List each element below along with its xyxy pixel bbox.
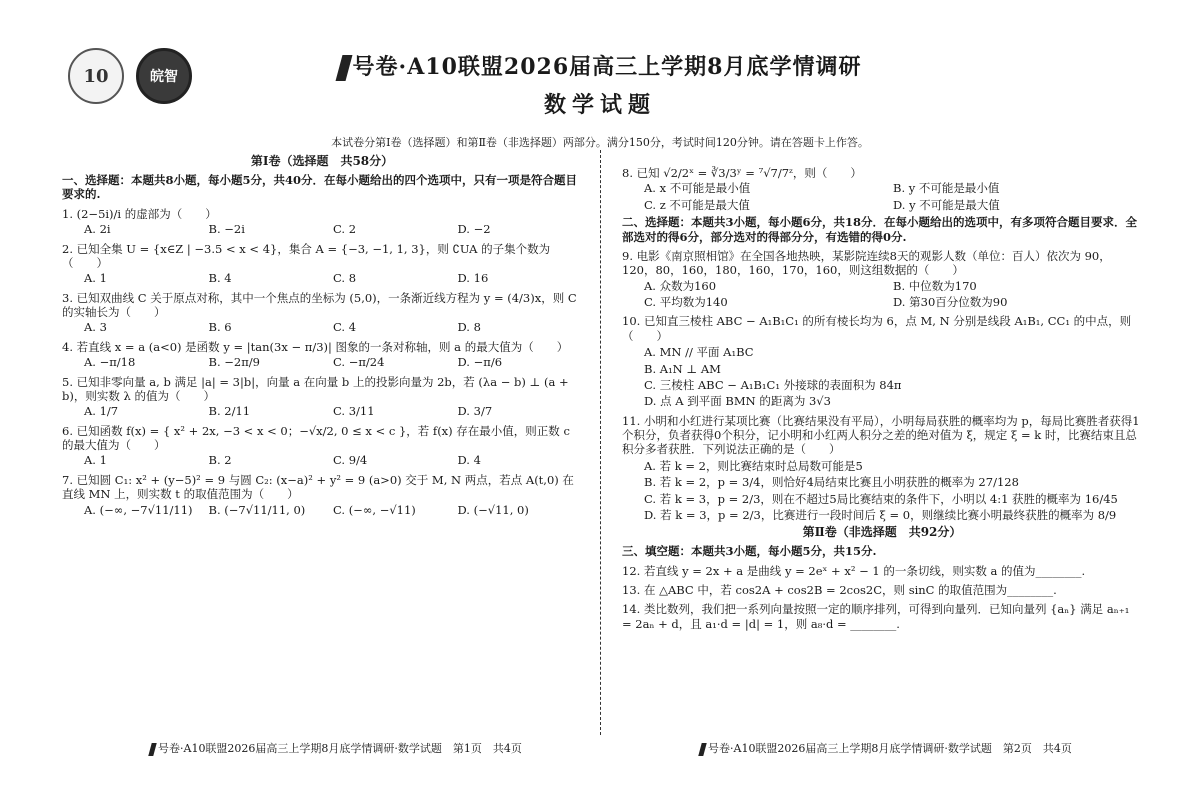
question-9-options (644, 279, 1142, 310)
option: D. 第30百分位数为90 (893, 295, 1008, 309)
option: B. −2π/9 (208, 355, 260, 370)
brush-logo-icon (148, 743, 156, 756)
option: B. A₁N ⊥ AM (644, 361, 721, 376)
option: A. (−∞, −7√11/11) (84, 502, 193, 517)
question-11-options (644, 459, 1142, 523)
question-4: 4. 若直线 x = a (a<0) 是函数 y = |tan(3x − π/3)| 图象的一条对称轴，则 a 的最大值为（ ） (62, 339, 569, 354)
option: D. −π/6 (457, 355, 503, 370)
option: A. 1 (84, 271, 107, 286)
section-1-title: 第Ⅰ卷（选择题 共58分） (250, 154, 394, 168)
left-column (62, 152, 582, 520)
question-7-options (84, 503, 582, 517)
option: A. 2i (84, 222, 111, 237)
wanzhi-education-logo: 皖智 (136, 48, 192, 104)
option: B. 2 (208, 453, 232, 468)
brush-logo-icon (698, 743, 706, 756)
option: A. 众数为160 (644, 278, 717, 293)
question-6: 6. 已知函数 f(x) = { x² + 2x, −3 < x < 0；−√x/2, 0 ≤ x < c }，若 f(x) 存在最小值，则正数 c 的最大值为（ ） (62, 423, 570, 452)
footer-page-1 (150, 740, 522, 756)
question-3-options (84, 320, 582, 334)
brand-name: 号卷· (352, 54, 408, 80)
option: D. 16 (457, 271, 489, 286)
option: B. −2i (208, 222, 245, 237)
option: C. 4 (333, 320, 357, 335)
right-column (622, 152, 1142, 632)
footer-text: 号卷·A10联盟2026届高三上学期8月底学情调研·数学试题 第2页 共4页 (708, 742, 1072, 755)
question-10: 10. 已知直三棱柱 ABC − A₁B₁C₁ 的所有棱长均为 6，点 M, N 分别是线段 A₁B₁, CC₁ 的中点，则（ ） (622, 314, 1132, 343)
exam-subtitle: 数学试题 (543, 92, 656, 118)
exam-instructions: 本试卷分第Ⅰ卷（选择题）和第Ⅱ卷（非选择题）两部分。满分150分，考试时间120分钟。请在答题卡上作答。 (331, 136, 869, 149)
question-1: 1. (2−5i)/i 的虚部为（ ） (62, 206, 217, 221)
option: A. MN // 平面 A₁BC (644, 345, 754, 360)
option: B. 若 k = 2，p = 3/4，则恰好4局结束比赛且小明获胜的概率为 27/128 (644, 475, 1019, 490)
option: C. 三棱柱 ABC − A₁B₁C₁ 外接球的表面积为 84π (644, 377, 902, 392)
question-4-options (84, 355, 582, 369)
question-10-options (644, 345, 1142, 409)
option: C. (−∞, −√11) (333, 502, 416, 517)
option: B. 2/11 (208, 404, 251, 419)
option: B. (−7√11/11, 0) (208, 502, 306, 517)
option: D. 8 (457, 320, 481, 335)
option: D. (−√11, 0) (457, 502, 529, 517)
question-8-options (644, 181, 1142, 212)
question-3: 3. 已知双曲线 C 关于原点对称，其中一个焦点的坐标为 (5,0)，一条渐近线方程为 y = (4/3)x，则 C 的实轴长为（ ） (62, 290, 577, 319)
part-1-instructions: 一、选择题：本题共8小题，每小题5分，共40分．在每小题给出的四个选项中，只有一项是符合题目要求的. (62, 173, 578, 202)
question-8: 8. 已知 √2/2ˣ = ∛3/3ʸ = ⁷√7/7ᶻ，则（ ） (622, 166, 862, 180)
option: C. 8 (333, 271, 357, 286)
option: C. 平均数为140 (644, 295, 728, 309)
option: A. 若 k = 2，则比赛结束时总局数可能是5 (644, 458, 863, 473)
option: A. −π/18 (84, 355, 136, 370)
option: D. −2 (457, 222, 491, 237)
option: D. 3/7 (457, 404, 493, 419)
column-divider (600, 150, 601, 735)
option: D. 4 (457, 453, 481, 468)
option: A. 1 (84, 453, 107, 468)
option: B. 6 (208, 320, 232, 335)
option: A. x 不可能是最小值 (644, 181, 751, 196)
option: D. 若 k = 3，p = 2/3，比赛进行一段时间后 ξ = 0，则继续比赛小明最终获胜的概率为 8/9 (644, 507, 1117, 522)
question-5-options (84, 404, 582, 418)
option: C. 3/11 (333, 404, 375, 419)
question-1-options (84, 222, 582, 236)
section-2-title: 第Ⅱ卷（非选择题 共92分） (802, 525, 962, 540)
alliance-seal-logo: 10 (68, 48, 124, 104)
option: D. y 不可能是最大值 (893, 197, 1000, 212)
option: C. 2 (333, 222, 357, 237)
question-12: 12. 若直线 y = 2x + a 是曲线 y = 2eˣ + x² − 1 的一条切线，则实数 a 的值为________. (622, 563, 1086, 578)
footer-page-2 (700, 740, 1072, 756)
option: B. 4 (208, 271, 232, 286)
brush-logo-icon (335, 55, 352, 81)
option: A. 3 (84, 320, 107, 335)
part-2-instructions: 二、选择题：本题共3小题，每小题6分，共18分．在每小题给出的选项中，有多项符合题目要求．全部选对的得6分，部分选对的得部分分，有选错的得0分. (622, 215, 1138, 244)
question-13: 13. 在 △ABC 中，若 cos2A + cos2B = 2cos2C，则 sinC 的取值范围为________. (622, 583, 1057, 597)
exam-title (0, 50, 1200, 81)
exam-title-text: A10联盟2026届高三上学期8月底学情调研 (407, 54, 862, 80)
option: B. y 不可能是最小值 (893, 181, 1000, 196)
question-2-options (84, 271, 582, 285)
part-3-instructions: 三、填空题：本题共3小题，每小题5分，共15分. (622, 544, 877, 559)
option: B. 中位数为170 (893, 278, 977, 293)
option: A. 1/7 (84, 404, 119, 419)
question-2: 2. 已知全集 U = {x∈Z | −3.5 < x < 4}，集合 A = {−3, −1, 1, 3}，则 ∁UA 的子集个数为（ ） (62, 241, 551, 270)
option: C. 若 k = 3，p = 2/3，则在不超过5局比赛结束的条件下，小明以 4:1 获胜的概率为 16/45 (644, 491, 1118, 506)
question-9: 9. 电影《南京照相馆》在全国各地热映，某影院连续8天的观影人数（单位：百人）依次为 90，120，80，160，180，160，170，160，则这组数据的（ ） (622, 248, 1111, 278)
footer-text: 号卷·A10联盟2026届高三上学期8月底学情调研·数学试题 第1页 共4页 (158, 742, 522, 755)
question-7: 7. 已知圆 C₁: x² + (y−5)² = 9 与圆 C₂: (x−a)² + y² = 9 (a>0) 交于 M, N 两点，若点 A(t,0) 在直线 MN 上，则实数 t 的取值范围为（ ） (62, 472, 574, 502)
option: C. −π/24 (333, 355, 385, 370)
option: C. 9/4 (333, 453, 368, 468)
option: C. z 不可能是最大值 (644, 197, 750, 212)
option: D. 点 A 到平面 BMN 的距离为 3√3 (644, 394, 831, 409)
question-11: 11. 小明和小红进行某项比赛（比赛结果没有平局），小明每局获胜的概率均为 p，每局比赛胜者获得1个积分，负者获得0个积分，记小明和小红两人积分之差的绝对值为 ξ，规定 ξ = k 时，比赛结束且总积分多者获胜．下列说法正确的是（ ） (622, 413, 1140, 457)
question-14: 14. 类比数列，我们把一系列向量按照一定的顺序排列，可得到向量列．已知向量列 {aₙ} 满足 aₙ₊₁ = 2aₙ + d，且 a₁·d = |d| = 1，则 a₈·d = ________. (622, 602, 1130, 631)
question-6-options (84, 453, 582, 467)
question-5: 5. 已知非零向量 a, b 满足 |a| = 3|b|，向量 a 在向量 b 上的投影向量为 2b，若 (λa − b) ⊥ (a + b)，则实数 λ 的值为（ ） (62, 374, 569, 403)
